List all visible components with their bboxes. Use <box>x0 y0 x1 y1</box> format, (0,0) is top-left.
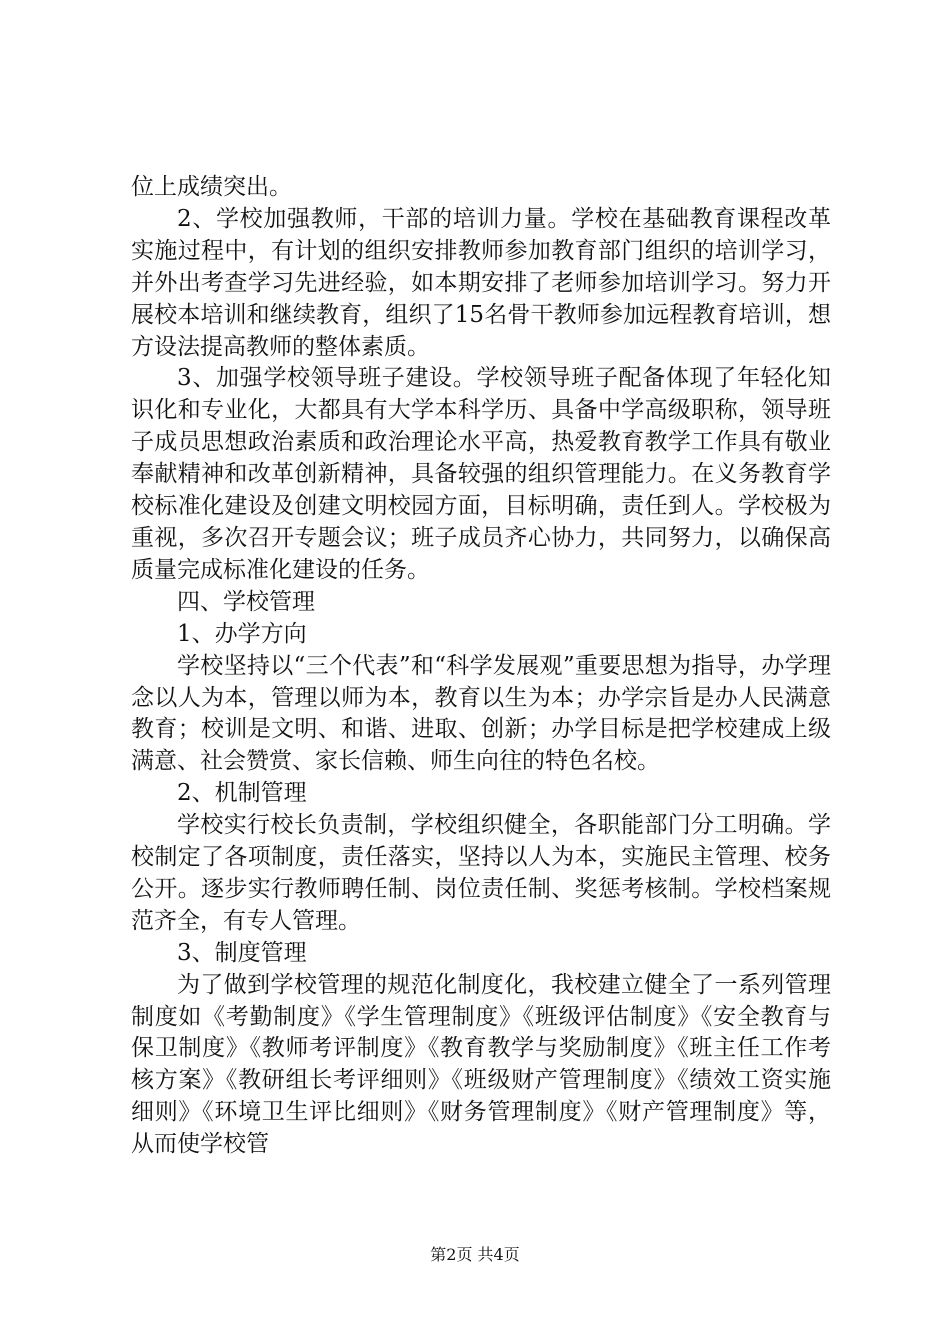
section-heading: 1、办学方向 <box>177 620 307 647</box>
paragraph: 位上成绩突出。 <box>131 174 292 200</box>
paragraph: 为了做到学校管理的规范化制度化，我校建立健全了一系列管理制度如《考勤制度》《学生管理制度》《班级评估制度》《安全教育与保卫制度》《教师考评制度》《教育教学与奖励制度》《班主任工作考核方案》《教研组长考评细则》《班级财产管理制度》《绩效工资实施细则》《环境卫生评比细则》《财务管理制度》《财产管理制度》等，从而使学校管 <box>131 971 831 1158</box>
paragraph: 3、加强学校领导班子建设。学校领导班子配备体现了年轻化知识化和专业化，大都具有大学本科学历、具备中学高级职称，领导班子成员思想政治素质和政治理论水平高，热爱教育教学工作具有敬业奉献精神和改革创新精神，具备较强的组织管理能力。在义务教育学校标准化建设及创建文明校园方面，目标明确，责任到人。学校极为重视，多次召开专题会议；班子成员齐心协力，共同努力，以确保高质量完成标准化建设的任务。 <box>131 365 831 583</box>
page-footer: 第2页 共4页 <box>430 1245 520 1264</box>
paragraph: 学校坚持以“三个代表”和“科学发展观”重要思想为指导，办学理念以人为本，管理以师为本，教育以生为本；办学宗旨是办人民满意教育；校训是文明、和谐、进取、创新；办学目标是把学校建成上级满意、社会赞赏、家长信赖、师生向往的特色名校。 <box>131 652 831 775</box>
paragraph: 学校实行校长负责制，学校组织健全，各职能部门分工明确。学校制定了各项制度，责任落实，坚持以人为本，实施民主管理、校务公开。逐步实行教师聘任制、岗位责任制、奖惩考核制。学校档案规范齐全，有专人管理。 <box>131 812 831 934</box>
section-heading: 2、机制管理 <box>177 780 307 807</box>
document-body <box>131 172 831 1161</box>
section-heading: 3、制度管理 <box>177 939 307 966</box>
paragraph: 2、学校加强教师，干部的培训力量。学校在基础教育课程改革实施过程中，有计划的组织安排教师参加教育部门组织的培训学习，并外出考查学习先进经验，如本期安排了老师参加培训学习。努力开展校本培训和继续教育，组织了15名骨干教师参加远程教育培训，想方设法提高教师的整体素质。 <box>131 205 831 360</box>
section-heading: 四、学校管理 <box>177 588 315 615</box>
